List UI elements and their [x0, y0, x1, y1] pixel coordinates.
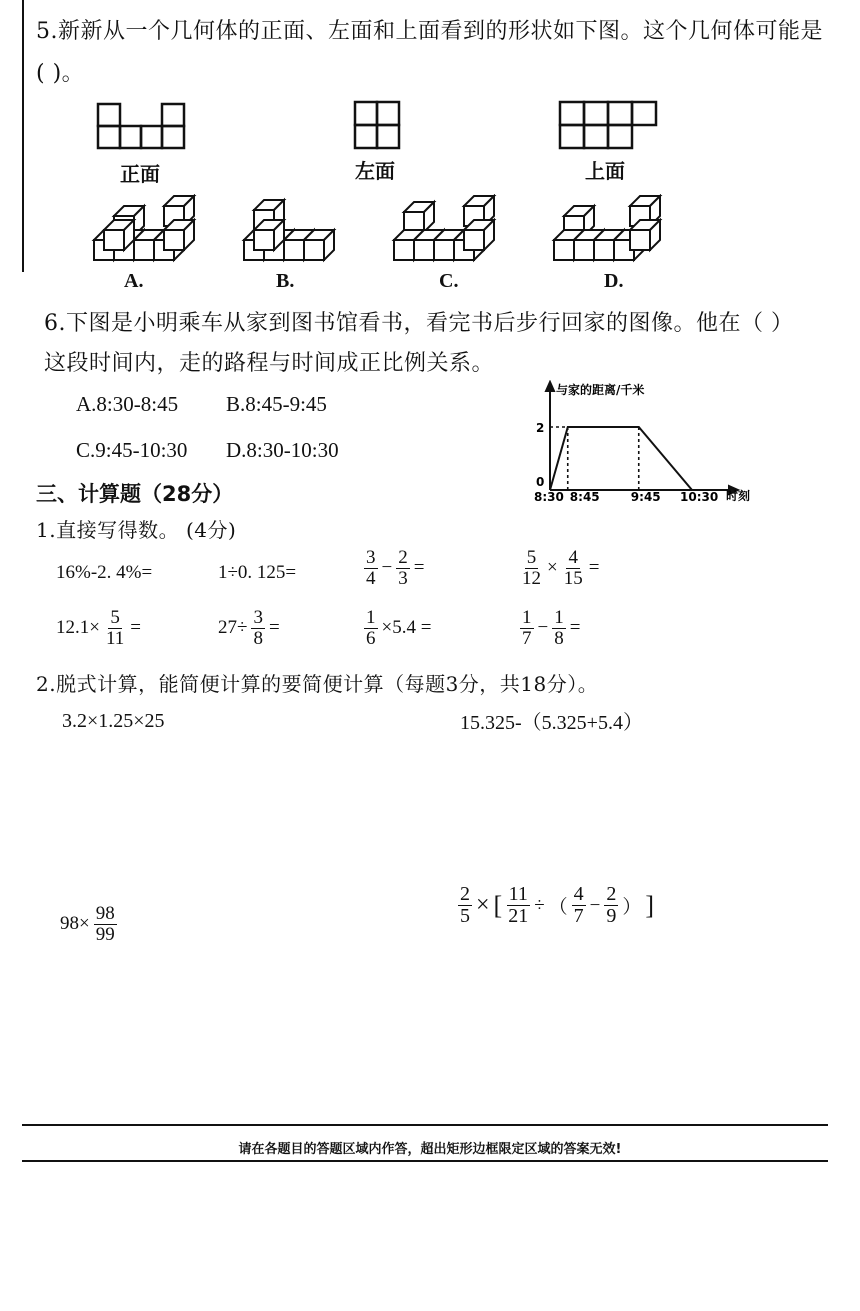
distance-series-line [550, 427, 692, 490]
solid-a-icon [94, 196, 194, 260]
top-view-label: 上面 [585, 159, 625, 183]
q6-line1: 6.下图是小明乘车从家到图书馆看书，看完书后步行回家的图像。他在（ ） [44, 311, 794, 336]
section3-part1-title: 1.直接写得数。 (4分) [36, 518, 237, 542]
section3-part2-title: 2.脱式计算，能简便计算的要简便计算（每题3分，共18分）。 [36, 672, 599, 696]
expr-3: 98× $\frac{98}{99}$ [60, 903, 115, 945]
top-view-icon [560, 102, 656, 148]
q6-option-d: D.8:30-10:30 [226, 438, 339, 462]
left-view-icon [355, 102, 399, 148]
front-view-icon [98, 104, 184, 148]
expr-2: 15.325-（5.325+5.4） [460, 712, 643, 734]
calc-item-7: $\frac{1}{6}$ ×5.4 = [366, 607, 432, 649]
option-d-label: D. [604, 270, 624, 292]
section3-title: 三、计算题（28分） [36, 482, 234, 506]
y-axis-arrow [546, 382, 554, 391]
calc-item-2: 1÷0. 125= [218, 562, 297, 583]
left-margin-line [22, 0, 24, 272]
q6-line2: 这段时间内，走的路程与时间成正比例关系。 [44, 351, 495, 376]
calc-item-8: $\frac{1}{7}$ − $\frac{1}{8}$ = [522, 607, 581, 649]
footer-top-rule [22, 1124, 828, 1126]
expr-4: $\frac{2}{5}$ × [ $\frac{11}{21}$ ÷ （ $\frac{4}{7}$ − $\frac{2}{9}$ ） ] [460, 883, 655, 927]
calc-item-1: 16%-2. 4%= [56, 562, 153, 583]
solid-c-icon [394, 196, 494, 260]
front-view-label: 正面 [120, 162, 160, 186]
y-tick-2: 2 [536, 421, 545, 435]
x-tick-label: 8:45 [569, 490, 600, 504]
calc-item-6: 27÷ $\frac{3}{8}$ = [218, 607, 280, 649]
q6-option-c: C.9:45-10:30 [76, 438, 188, 462]
footer-bottom-rule [22, 1160, 828, 1162]
q6-option-a: A.8:30-8:45 [76, 392, 179, 416]
x-tick-label: 10:30 [680, 490, 719, 504]
left-view-label: 左面 [355, 159, 395, 183]
solid-d-icon [554, 196, 660, 260]
calc-item-5: 12.1× $\frac{5}{11}$ = [56, 607, 141, 649]
calc-item-3: $\frac{3}{4}$ − $\frac{2}{3}$ = [366, 547, 425, 589]
option-b-label: B. [276, 270, 295, 292]
distance-time-chart [520, 380, 760, 504]
q5-views-figure [90, 96, 690, 158]
chart-y-axis-label: 与家的距离/千米 [556, 383, 645, 397]
footer-notice: 请在各题目的答题区域内作答，超出矩形边框限定区域的答案无效! [238, 1142, 622, 1157]
q5-options-figure [90, 194, 670, 266]
q5-line1: 5.新新从一个几何体的正面、左面和上面看到的形状如下图。这个几何体可能是 [36, 19, 823, 44]
chart-x-axis-label: 时刻 [726, 489, 751, 503]
solid-b-icon [244, 200, 334, 260]
x-tick-label: 9:45 [630, 490, 661, 504]
option-c-label: C. [439, 270, 459, 292]
calc-item-4: $\frac{5}{12}$ × $\frac{4}{15}$ = [522, 547, 600, 589]
q6-option-b: B.8:45-9:45 [226, 392, 327, 416]
x-tick-label: 8:30 [534, 490, 564, 504]
option-a-label: A. [124, 270, 144, 292]
expr-1: 3.2×1.25×25 [62, 710, 165, 732]
y-tick-0: 0 [536, 475, 545, 489]
q5-line2: ( )。 [36, 61, 85, 86]
